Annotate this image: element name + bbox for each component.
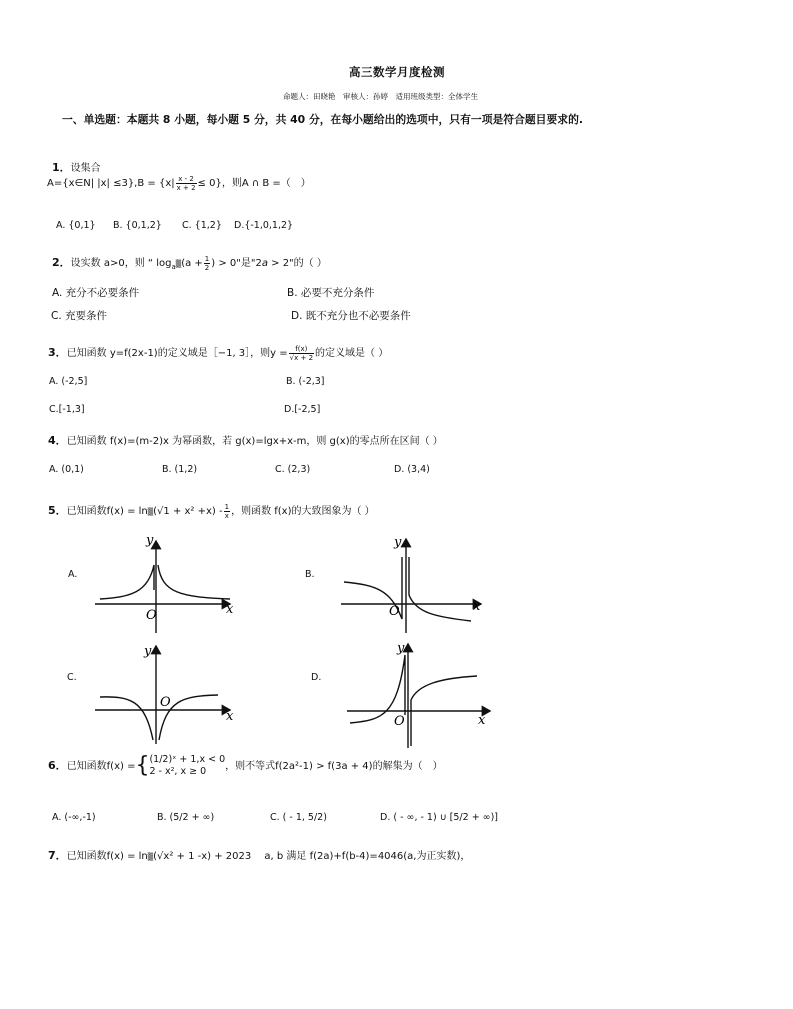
x-axis-label: x xyxy=(226,602,234,617)
graph-d xyxy=(342,640,492,750)
stem-part: 已知函数f(x) = xyxy=(66,761,136,772)
question-1 xyxy=(52,156,101,175)
stem-part: 已知函数 y=f(2x-1)的定义域是［−1, 3］，则y = xyxy=(66,348,288,359)
fraction: $\frac{1}{x}$ xyxy=(224,502,230,520)
option-b: B. (5/2 + ∞) xyxy=(157,812,215,823)
option-d: D. ( - ∞, - 1) ∪ [5/2 + ∞)] xyxy=(380,812,498,823)
option-a: A. (-∞,-1) xyxy=(52,812,96,823)
option-a: A. (-2,5] xyxy=(49,376,88,387)
graph-label-d: D. xyxy=(311,672,322,683)
y-axis-label: y xyxy=(397,641,405,656)
option-a: A. 充分不必要条件 xyxy=(52,287,140,299)
option-d: D.[-2,5] xyxy=(284,404,321,415)
option-a: A. {0,1} xyxy=(56,220,96,231)
stem-part: 的定义域是（ ） xyxy=(315,348,389,359)
x-axis-label: x xyxy=(478,713,486,728)
stem-part: 已知函数f(x) = ln xyxy=(66,851,148,862)
section-heading: 一、单选题：本题共 8 小题，每小题 5 分，共 40 分，在每小题给出的选项中，只有一项是符合题目要求的. xyxy=(62,113,583,126)
stem-part: > 2"的（ ） xyxy=(267,258,327,269)
stem-part: (√1 + x² +x) - xyxy=(153,506,223,517)
question-number: 1． xyxy=(52,161,71,174)
question-number: 2． xyxy=(52,256,71,269)
question-1-formula xyxy=(47,174,311,192)
exam-meta: 命题人：田晓艳 审核人：孙婷 适用班级类型：全体学生 xyxy=(283,92,478,101)
option-c: C. {1,2} xyxy=(182,220,222,231)
curve-left xyxy=(100,697,153,740)
fraction: $\frac{x - 2}{x + 2}$ xyxy=(176,174,196,192)
curve-left xyxy=(100,565,154,599)
stem-part: 设实数 a>0，则 “ log xyxy=(70,258,172,269)
y-axis-label: y xyxy=(394,535,402,550)
graph-label-a: A. xyxy=(68,569,78,580)
curve-left xyxy=(350,655,405,723)
curve-right xyxy=(158,565,230,599)
piecewise-cases: (1/2)ˣ + 1,x < 0 2 - x², x ≥ 0 xyxy=(149,754,226,777)
set-definition: A={x∈N| |x| ≤3},B = {x| xyxy=(47,178,175,189)
option-b: B. {0,1,2} xyxy=(113,220,162,231)
formula-tail: ≤ 0}，则A ∩ B =（ ） xyxy=(197,178,311,189)
question-number: 3． xyxy=(48,346,67,359)
question-5: 5．已知函数f(x) = ln▒(√1 + x² +x) - $\frac{1}{x}$ ，则函数 f(x)的大致图象为（ ） xyxy=(48,502,375,520)
question-2: 2．设实数 a>0，则 “ $\log_a▒(a$ + $\frac{1}{2}$ ) > 0"是"2a > 2"的（ ） xyxy=(52,254,327,272)
graph-b xyxy=(336,535,486,635)
graph-a xyxy=(90,535,240,635)
option-c: C. (2,3) xyxy=(275,464,311,475)
origin-label: O xyxy=(160,695,171,710)
stem-part: ，则函数 f(x)的大致图象为（ ） xyxy=(231,506,375,517)
question-3 xyxy=(48,344,388,362)
x-axis-label: x xyxy=(226,709,234,724)
stem-part: ) > 0"是"2 xyxy=(211,258,262,269)
y-axis-label: y xyxy=(146,535,154,548)
question-stem: 设集合 xyxy=(70,163,101,174)
curve-right xyxy=(409,557,471,621)
page-title: 高三数学月度检测 xyxy=(349,65,445,79)
option-c: C. ( - 1, 5/2) xyxy=(270,812,327,823)
origin-label: O xyxy=(146,608,157,623)
option-b: B. (-2,3] xyxy=(286,376,325,387)
question-6 xyxy=(48,754,443,778)
question-number: 6． xyxy=(48,759,67,772)
origin-label: O xyxy=(394,714,405,729)
stem-part: ，则不等式f(2a²-1) > f(3a + 4)的解集为（ ） xyxy=(225,761,443,772)
x-axis-label: x xyxy=(473,599,481,614)
stem-part: (a + xyxy=(181,258,203,269)
question-7: 7．已知函数f(x) = ln▒(√x² + 1 -x) + 2023 a, b 满足 f(2a)+f(b-4)=4046(a,为正实数)， xyxy=(48,849,471,862)
question-number: 4． xyxy=(48,434,67,447)
option-d: D. (3,4) xyxy=(394,464,430,475)
option-c: C.[-1,3] xyxy=(49,404,85,415)
exponent: a xyxy=(261,258,268,269)
origin-label: O xyxy=(389,604,400,619)
option-a: A. (0,1) xyxy=(49,464,84,475)
question-number: 5． xyxy=(48,504,67,517)
graph-c xyxy=(90,640,240,745)
question-4 xyxy=(48,432,443,448)
stem-part: 已知函数f(x) = ln xyxy=(66,506,148,517)
graph-label-c: C. xyxy=(67,672,77,683)
fraction: $\frac{1}{2}$ xyxy=(204,254,210,272)
option-d: D. 既不充分也不必要条件 xyxy=(291,310,411,322)
stem-part: (√x² + 1 -x) + 2023 a, b 满足 f(2a)+f(b-4)=4046(a,为正实数)， xyxy=(153,851,471,862)
graph-label-b: B. xyxy=(305,569,315,580)
stem-part: 已知函数 f(x)=(m-2)x 为幂函数，若 g(x)=lgx+x-m，则 g(x)的零点所在区间（ ） xyxy=(66,436,443,447)
piecewise-brace: { xyxy=(135,753,150,778)
option-b: B. (1,2) xyxy=(162,464,198,475)
option-c: C. 充要条件 xyxy=(51,310,108,322)
fraction: $\frac{f(x)}{√x + 2}$ xyxy=(289,344,314,362)
option-d: D.{-1,0,1,2} xyxy=(234,220,294,231)
option-b: B. 必要不充分条件 xyxy=(287,287,375,299)
question-number: 7． xyxy=(48,849,67,862)
y-axis-label: y xyxy=(144,644,152,659)
